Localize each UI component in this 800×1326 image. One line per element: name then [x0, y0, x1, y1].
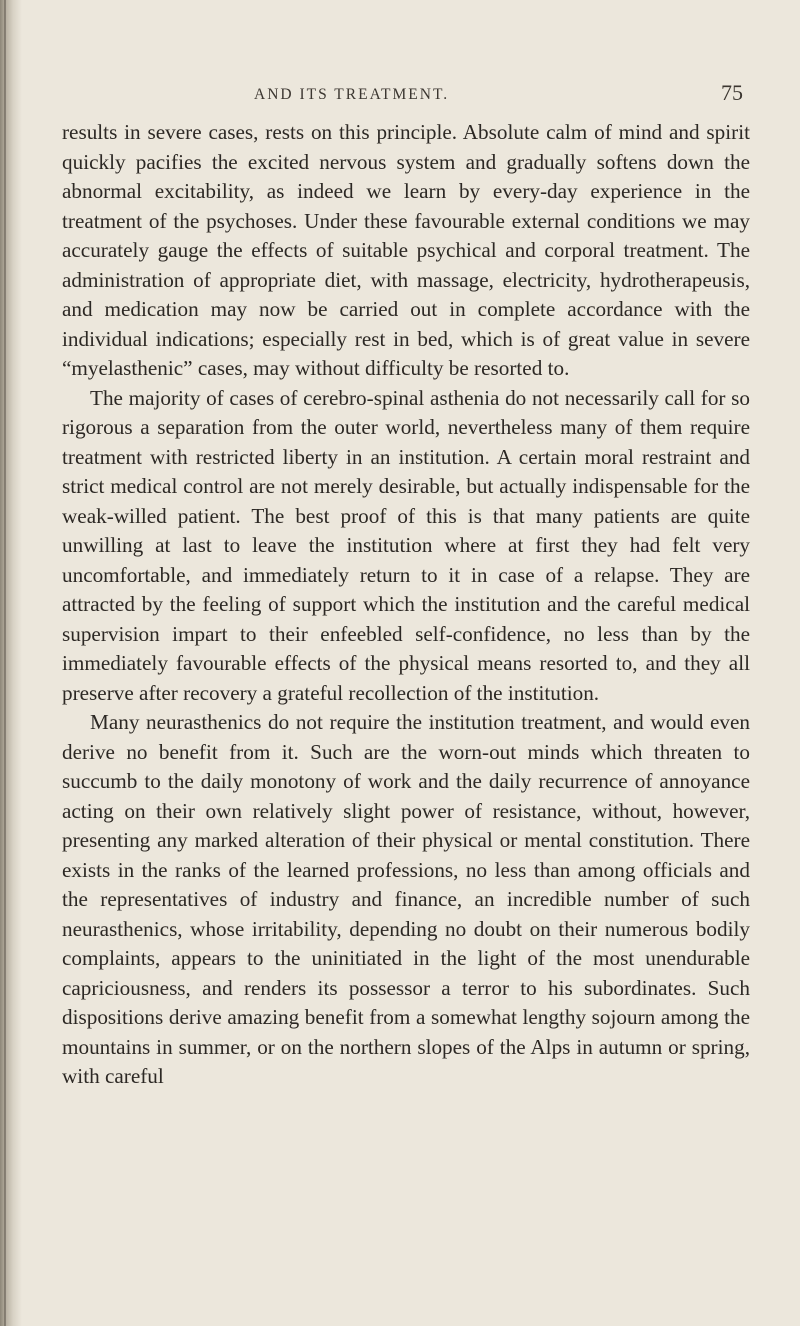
paragraph: Many neurasthenics do not require the institution treatment, and would even derive no benefit from it. Such are the worn-out minds which threaten to succumb to the daily monotony of work and the daily recurrence of annoyance acting on their own relatively slight power of resistance, without, however, presenting any marked alteration of their physical or mental constitution. There exists in the ranks of the learned professions, no less than among officials and the representatives of industry and finance, an incredible number of such neurasthenics, whose irritability, depending no doubt on their numerous bodily complaints, appears to the uninitiated in the light of the most unendurable capriciousness, and renders its possessor a terror to his subordinates. Such dispositions derive amazing benefit from a somewhat lengthy sojourn among the mountains in summer, or on the northern slopes of the Alps in autumn or spring, with careful: [62, 710, 750, 1088]
page-number: 75: [721, 80, 743, 105]
running-head: AND ITS TREATMENT.: [254, 86, 450, 103]
paragraph: The majority of cases of cerebro-spinal asthenia do not necessarily call for so rigorous a separation from the outer world, nevertheless many of them require treatment with restricted liberty in an institution. A certain moral restraint and strict medical control are not merely desirable, but actually indispensable for the weak-willed patient. The best proof of this is that many patients are quite unwilling at last to leave the institution where at first they had felt very uncomfortable, and immediately return to it in case of a relapse. They are attracted by the feeling of support which the institution and the careful medical supervision impart to their enfeebled self-confidence, no less than by the immediately favourable effects of the physical means resorted to, and they all preserve after recovery a grateful recollection of the institution.: [62, 385, 750, 705]
paragraph-continued: results in severe cases, rests on this principle. Absolute calm of mind and spirit quickly pacifies the excited nervous system and gradually softens down the abnormal excitability, as indeed we learn by every-day experience in the treatment of the psychoses. Under these favourable external conditions we may accurately gauge the effects of suitable psychical and corporal treatment. The administration of appropriate diet, with massage, electricity, hydrotherapeusis, and medication may now be carried out in complete accordance with the individual indications; especially rest in bed, which is of great value in severe “myelasthenic” cases, may without difficulty be resorted to.: [62, 120, 750, 380]
binding-edge: [4, 0, 6, 1326]
body-text: [62, 118, 750, 1092]
